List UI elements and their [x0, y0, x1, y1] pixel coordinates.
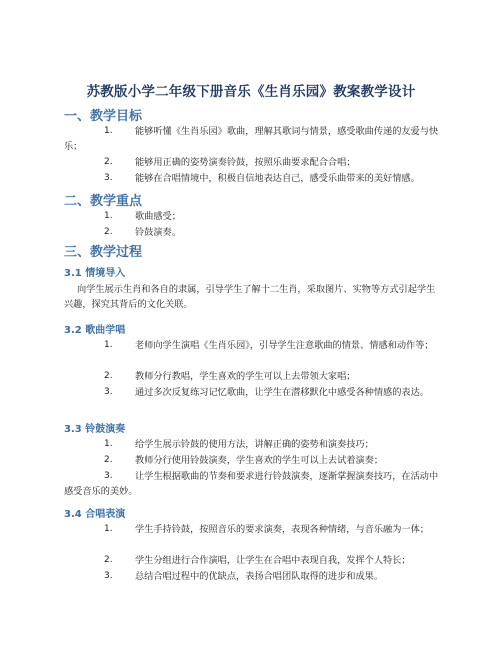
- list-number: 1.: [104, 340, 113, 350]
- section-heading-key-points: 二、教学重点: [64, 194, 143, 209]
- list-item: [64, 338, 442, 353]
- list-text: 老师向学生演唱《生肖乐园》，引导学生注意歌曲的情景、情感和动作等；: [135, 340, 434, 351]
- list-number: 1.: [104, 211, 113, 221]
- list-number: 3.: [104, 571, 113, 581]
- list-item: [64, 469, 442, 499]
- list-number: 3.: [104, 387, 113, 397]
- list-text: 通过多次反复练习记忆歌曲，让学生在潜移默化中感受各种情感的表达。: [135, 387, 429, 398]
- list-text: 教师分行使用铃鼓演奏，学生喜欢的学生可以上去试着演奏；: [135, 455, 384, 466]
- list-item: [64, 155, 442, 170]
- list-number: 1.: [104, 524, 113, 534]
- list-text: 能够听懂《生肖乐园》歌曲，理解其歌词与情景，感受歌曲传递的友爱与快乐；: [64, 126, 439, 152]
- subsection-heading-tambourine: 3.3 铃鼓演奏: [64, 424, 126, 435]
- list-number: 1.: [104, 126, 113, 136]
- list-text: 铃鼓演奏。: [135, 227, 181, 238]
- list-number: 2.: [104, 227, 113, 237]
- document-title: 苏教版小学二年级下册音乐《生肖乐园》教案教学设计: [86, 84, 416, 100]
- list-number: 3.: [104, 471, 113, 481]
- subsection-heading-intro: 3.1 情境导入: [64, 268, 126, 279]
- section-heading-process: 三、教学过程: [64, 245, 143, 260]
- list-text: 能够在合唱情境中，积极自信地表达自己，感受乐曲带来的美好情感。: [135, 173, 420, 184]
- list-number: 2.: [104, 157, 113, 167]
- list-item: [64, 209, 442, 224]
- list-item: [64, 553, 442, 568]
- list-item: [64, 437, 442, 452]
- section-heading-objectives: 一、教学目标: [64, 109, 143, 124]
- subsection-heading-song-learning: 3.2 歌曲学唱: [64, 325, 126, 336]
- list-number: 2.: [104, 555, 113, 565]
- paragraph-intro: 向学生展示生肖和各自的隶属，引导学生了解十二生肖，采取图片、实物等方式引起学生兴趣，探究其背后的文化关联。: [64, 284, 436, 310]
- list-item: [64, 171, 442, 186]
- list-item: [64, 453, 442, 468]
- list-text: 歌曲感受；: [135, 211, 181, 222]
- list-text: 学生分组进行合作演唱，让学生在合唱中表现自我，发挥个人特长；: [135, 555, 411, 566]
- list-text: 教师分行教唱，学生喜欢的学生可以上去带领大家唱；: [135, 371, 356, 382]
- list-number: 3.: [104, 173, 113, 183]
- list-number: 2.: [104, 455, 113, 465]
- list-item: [64, 124, 442, 154]
- subsection-heading-chorus: 3.4 合唱表演: [64, 509, 126, 520]
- list-item: [64, 225, 442, 240]
- list-item: [64, 369, 442, 384]
- list-text: 学生手持铃鼓，按照音乐的要求演奏，表现各种情绪，与音乐融为一体；: [135, 524, 429, 535]
- list-text: 让学生根据歌曲的节奏和要求进行铃鼓演奏，逐渐掌握演奏技巧，在活动中感受音乐的美妙。: [64, 471, 439, 497]
- list-number: 1.: [104, 439, 113, 449]
- list-item: [64, 522, 442, 537]
- list-number: 2.: [104, 371, 113, 381]
- list-item: [64, 385, 442, 400]
- list-text: 给学生展示铃鼓的使用方法，讲解正确的姿势和演奏技巧；: [135, 439, 374, 450]
- list-text: 能够用正确的姿势演奏铃鼓，按照乐曲要求配合合唱；: [135, 157, 356, 168]
- list-item: [64, 569, 442, 584]
- list-text: 总结合唱过程中的优缺点，表扬合唱团队取得的进步和成果。: [135, 571, 384, 582]
